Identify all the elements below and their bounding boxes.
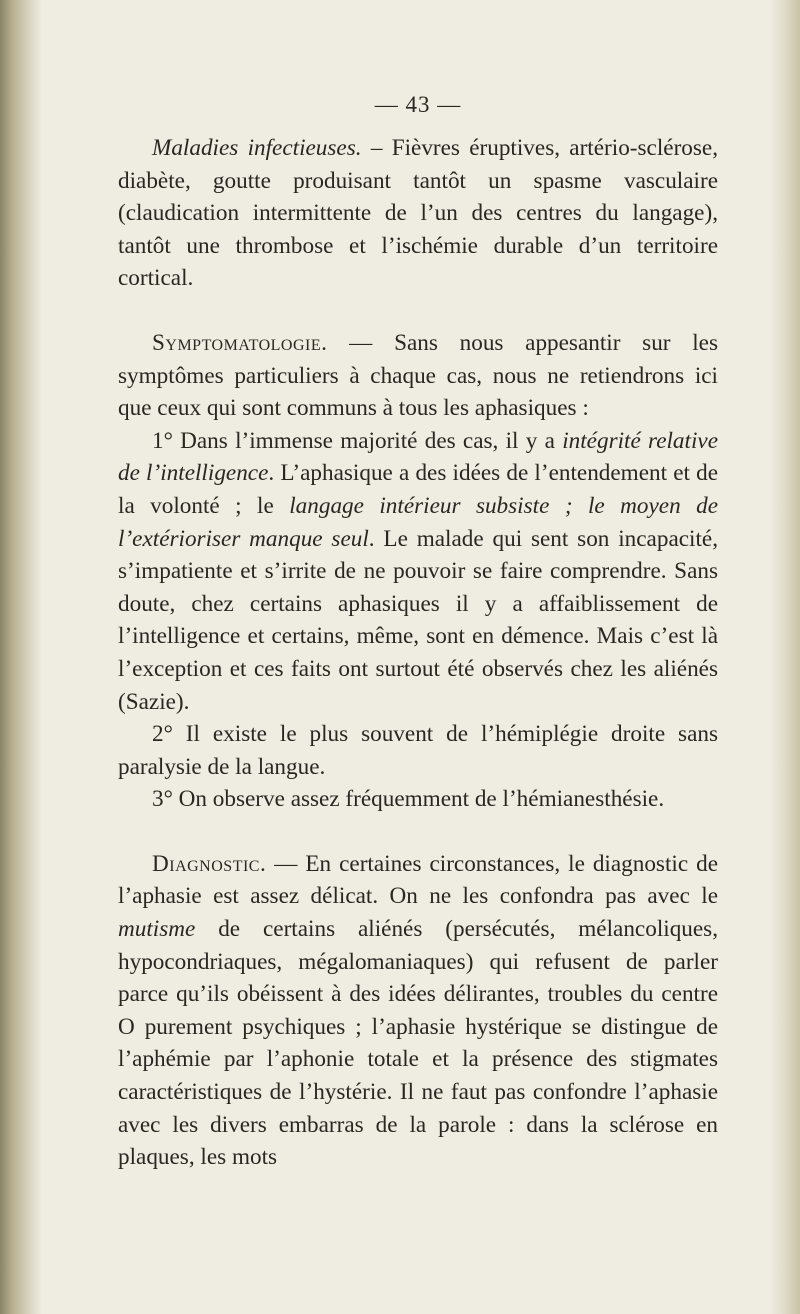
section-heading-diagnostic: Diagnostic. (152, 850, 267, 877)
paragraph-point-3: 3° On observe assez fréquemment de l’hémianesthésie. (152, 786, 665, 813)
paragraph-maladies-infectieuses (118, 132, 718, 295)
page-edge-shadow-left (0, 0, 42, 1314)
section-heading-symptomatologie: Symptomatologie. (152, 329, 328, 356)
paragraph-text: . Le malade qui sent son incapacité, s’impatiente et s’irrite de ne pouvoir se faire comprendre. Sans doute, chez certains aphasiques il y a affaiblissement de l’intelligence et certains, même, sont en démence. Mais c’est là l’exception et ces faits ont surtout été observés chez les aliénés (Sazie). (118, 525, 718, 715)
emphasis-text: intégrité relative de l’intelligence (118, 427, 718, 487)
paragraph-text: – Fièvres éruptives, artério-sclérose, diabète, goutte produisant tantôt un spasme vasculaire (claudication intermittente de l’un des centres du langage), tantôt une thrombose et l’ischémie durable d’un territoire cortical. (118, 135, 718, 292)
paragraph-diagnostic (118, 848, 718, 1174)
paragraph-text: — Sans nous appesantir sur les symptômes particuliers à chaque cas, nous ne retiendrons ici que ceux qui sont communs à tous les aphasiques : (118, 329, 718, 422)
paragraph-symptomatologie (118, 327, 718, 425)
paragraph-text: . L’aphasique a des idées de l’entendement et de la volonté ; le (118, 460, 718, 519)
paragraph-text: de certains aliénés (persécutés, mélancoliques, hypocondriaques, mégalomaniaques) qui refusent de parler parce qu’ils obéissent à des idées délirantes, troubles du centre O purement psychiques ; l’aphasie hystérique se distingue de l’aphémie par l’aphonie totale et la présence des stigmates caractéristiques de l’hystérie. Il ne faut pas confondre l’aphasie avec les divers embarras de la parole : dans la sclérose en plaques, les mots (118, 916, 718, 1171)
page-number: — 43 — (374, 92, 462, 117)
paragraph-point-1 (118, 425, 718, 718)
paragraph-point-2: 2° Il existe le plus souvent de l’hémiplégie droite sans paralysie de la langue. (118, 721, 718, 780)
paragraph-text: — En certaines circonstances, le diagnostic de l’aphasie est assez délicat. On ne les confondra pas avec le (118, 850, 718, 910)
emphasis-text: mutisme (118, 916, 196, 943)
book-page (118, 92, 718, 1174)
section-heading-maladies: Maladies infectieuses. (152, 135, 362, 161)
page-edge-shadow-right (770, 0, 800, 1314)
paragraph-text: 1° Dans l’immense majorité des cas, il y a (152, 427, 563, 454)
emphasis-text: langage intérieur subsiste ; le moyen de l’extérioriser manque seul (118, 492, 718, 552)
